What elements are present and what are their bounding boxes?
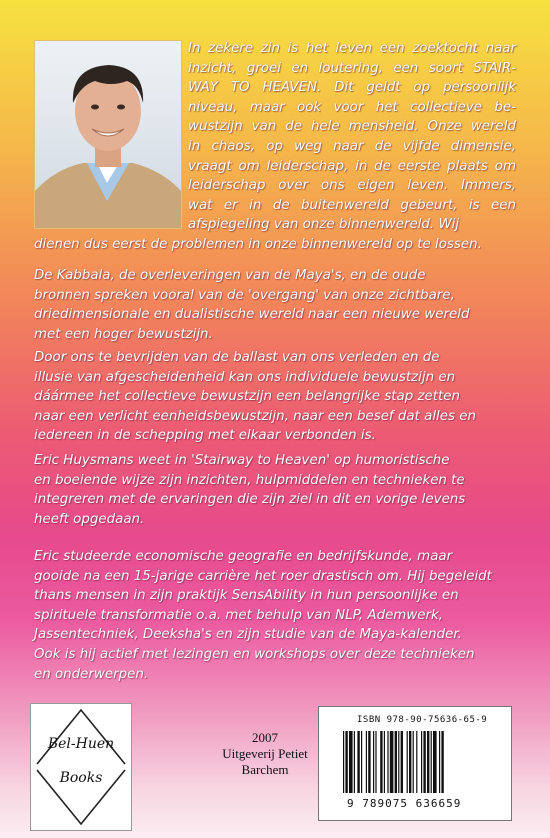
barcode-bar [433,731,437,793]
barcode-bar [357,731,359,793]
intro-line: wustzijn van de hele mensheid. Onze wereld [188,119,516,135]
barcode-bar [407,731,408,793]
barcode-bar [361,731,362,793]
barcode-bar [354,731,355,793]
intro-line: In zekere zin is het leven een zoektocht naar [188,41,516,56]
barcode-bar [416,731,417,793]
barcode-bar [368,731,370,793]
barcode-bar [387,731,388,793]
publication-year: 2007 [252,730,278,745]
barcode-bar [401,731,403,793]
barcode-bar [395,731,397,793]
eric-line: en boeiende wijze zijn inzichten, hulpmiddelen en technieken te [34,472,465,488]
kabbala-paragraph [34,266,516,344]
intro-line: afspiegeling van onze binnenwereld. Wij [188,217,460,233]
intro-line: niveau, maar ook voor het collectieve be- [188,99,516,115]
intro-line: in chaos, op weg naar de vijfde dimensie, [188,138,516,154]
bevrijden-line: naar een verlicht eenheidsbewustzijn, naar een besef dat alles en [34,408,476,424]
barcode-bar [413,731,414,793]
intro-line: leiderschap over ons eigen leven. Immers, [188,178,516,194]
bevrijden-line: dáármee het collectieve bewustzijn een belangrijke stap zetten [34,389,461,405]
barcode-bar [439,731,440,793]
barcode-bar [421,731,422,793]
bio-line: thans mensen in zijn praktijk SensAbility in hun persoonlijke en [34,588,459,604]
barcode-bar [390,731,394,793]
barcode-bar [384,731,385,793]
bio-line: Eric studeerde economische geografie en bedrijfskunde, maar [34,549,453,564]
intro-tail-line [34,235,482,255]
barcode-bar [375,731,376,793]
bio-line: en onderwerpen. [34,666,149,682]
ean-number: 9 789075 636659 [347,797,462,810]
barcode-bar [366,731,367,793]
author-photo [34,40,182,229]
barcode-bar [343,731,344,793]
barcode-bar [427,731,429,793]
barcode-bar [345,731,347,793]
publisher-logo [30,703,132,831]
logo-text-line2: Books [59,770,103,786]
intro-tail-text: dienen dus eerst de problemen in onze binnenwereld op te lossen. [34,237,482,252]
kabbala-line: driedimensionale en dualistische wereld naar een nieuwe wereld [34,307,470,323]
barcode-bar [441,731,443,793]
intro-paragraph [188,39,516,235]
barcode-bar [380,731,382,793]
bio-line: gooide na een 15-jarige carrière het roer drastisch om. Hij begeleidt [34,568,492,584]
publisher-city: Barchem [241,762,289,777]
bevrijden-line: Door ons te bevrijden van de ballast van ons verleden en de [34,350,440,365]
barcode-bar [423,731,425,793]
intro-line: WAY TO HEAVEN. Dit geldt op persoonlijk [188,80,516,96]
logo-text-line1: Bel-Huen [47,736,115,752]
eric-paragraph [34,451,516,529]
kabbala-line: bronnen spreken vooral van de 'overgang' van onze zichtbare, [34,287,455,303]
author-portrait-image [35,41,181,228]
publisher-name: Uitgeverij Petiet [222,746,308,761]
kabbala-line: De Kabbala, de overleveringen van de Maya's, en de oude [34,268,426,283]
isbn-text: ISBN 978-90-75636-65-9 [357,715,488,725]
intro-line: vraagt om leiderschap, in de eerste plaats om [188,158,516,174]
intro-line: wat er in de buitenwereld gebeurt, is een [188,197,516,213]
bevrijden-line: illusie van afgescheidenheid kan ons individuele bewustzijn en [34,369,456,385]
barcode-bar [431,731,432,793]
barcode-bar [349,731,353,793]
barcode-bar [409,731,411,793]
barcode-bars [341,731,491,793]
bio-line: spirituele transformatie o.a. met behulp van NLP, Ademwerk, [34,607,444,623]
bio-line: Ook is hij actief met lezingen en workshops over deze technieken [34,646,475,662]
barcode-box [318,706,512,821]
bio-paragraph [34,547,516,684]
eric-line: Eric Huysmans weet in 'Stairway to Heaven' op humoristische [34,453,450,468]
kabbala-line: met een hoger bewustzijn. [34,326,213,342]
eric-line: heeft opgedaan. [34,511,145,527]
bio-line: Jassentechniek, Deeksha's en zijn studie van de Maya-kalender. [34,627,462,643]
bevrijden-paragraph [34,348,516,446]
bevrijden-line: iedereen in de schepping met elkaar verbonden is. [34,428,376,444]
intro-line: inzicht, groei en loutering, een soort STAIR- [188,60,516,76]
eric-line: integreren met de ervaringen die zijn ziel in dit en vorige levens [34,492,466,508]
barcode-bar [398,731,399,793]
barcode-bar [373,731,374,793]
logo-frame-graphic [31,704,131,830]
